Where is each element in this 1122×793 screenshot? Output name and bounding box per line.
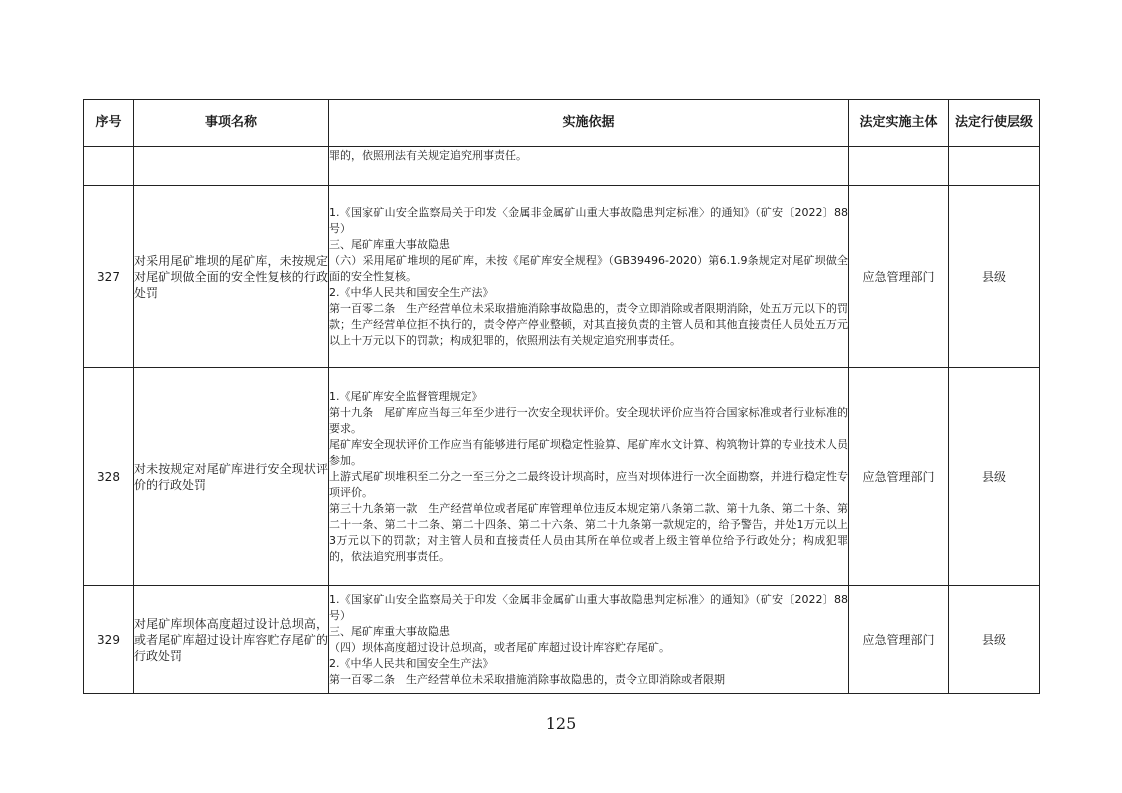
basis-line: 三、尾矿库重大事故隐患: [329, 237, 450, 251]
basis-line: 三、尾矿库重大事故隐患: [329, 624, 450, 638]
cell-level: 县级: [949, 186, 1040, 368]
basis-line: 第一百零二条 生产经营单位未采取措施消除事故隐患的，责令立即消除或者限期消除，处五万元以下的罚款；生产经营单位拒不执行的，责令停产停业整顿，对其直接负责的主管人员和其他直接责任人员处五万元以上十万元以下的罚款；构成犯罪的，依照刑法有关规定追究刑事责任。: [329, 301, 848, 347]
cell-num: 329: [84, 586, 134, 694]
header-num: 序号: [84, 100, 134, 147]
regulation-table: [83, 99, 1040, 694]
cell-body: 应急管理部门: [849, 586, 949, 694]
basis-line: 尾矿库安全现状评价工作应当有能够进行尾矿坝稳定性验算、尾矿库水文计算、构筑物计算的专业技术人员参加。: [329, 437, 848, 467]
basis-line: 1.《尾矿库安全监督管理规定》: [329, 389, 483, 403]
table-row: [84, 368, 1040, 586]
cell-num: [84, 147, 134, 186]
header-basis: 实施依据: [329, 100, 849, 147]
cell-num: 327: [84, 186, 134, 368]
basis-line: 1.《国家矿山安全监察局关于印发〈金属非金属矿山重大事故隐患判定标准〉的通知》（矿安〔2022〕88号）: [329, 205, 848, 235]
cell-basis: [329, 586, 849, 694]
cell-name: 对采用尾矿堆坝的尾矿库，未按规定对尾矿坝做全面的安全性复核的行政处罚: [134, 186, 329, 368]
cell-name: 对尾矿库坝体高度超过设计总坝高，或者尾矿库超过设计库容贮存尾矿的行政处罚: [134, 586, 329, 694]
cell-basis: [329, 368, 849, 586]
table-row: [84, 586, 1040, 694]
basis-line: 1.《国家矿山安全监察局关于印发〈金属非金属矿山重大事故隐患判定标准〉的通知》（矿安〔2022〕88号）: [329, 592, 848, 622]
basis-line: 第三十九条第一款 生产经营单位或者尾矿库管理单位违反本规定第八条第二款、第十九条、第二十条、第二十一条、第二十二条、第二十四条、第二十六条、第二十九条第一款规定的，给予警告，并处1万元以上3万元以下的罚款；对主管人员和直接责任人员由其所在单位或者上级主管单位给予行政处分；构成犯罪的，依法追究刑事责任。: [329, 501, 848, 563]
table-row: [84, 186, 1040, 368]
page-number: 125: [545, 714, 577, 733]
cell-basis: 罪的，依照刑法有关规定追究刑事责任。: [329, 147, 849, 186]
cell-basis: [329, 186, 849, 368]
cell-level: [949, 147, 1040, 186]
basis-line: 第一百零二条 生产经营单位未采取措施消除事故隐患的，责令立即消除或者限期: [329, 672, 725, 686]
cell-body: 应急管理部门: [849, 368, 949, 586]
table-header-row: [84, 100, 1040, 147]
cell-name: [134, 147, 329, 186]
basis-line: （四）坝体高度超过设计总坝高，或者尾矿库超过设计库容贮存尾矿。: [329, 640, 670, 654]
header-level: 法定行使层级: [949, 100, 1040, 147]
cell-body: 应急管理部门: [849, 186, 949, 368]
basis-line: 2.《中华人民共和国安全生产法》: [329, 285, 494, 299]
table-row-continuation: [84, 147, 1040, 186]
cell-name: 对未按规定对尾矿库进行安全现状评价的行政处罚: [134, 368, 329, 586]
cell-body: [849, 147, 949, 186]
basis-line: 2.《中华人民共和国安全生产法》: [329, 656, 494, 670]
cell-level: 县级: [949, 368, 1040, 586]
header-name: 事项名称: [134, 100, 329, 147]
basis-line: 第十九条 尾矿库应当每三年至少进行一次安全现状评价。安全现状评价应当符合国家标准或者行业标准的要求。: [329, 405, 848, 435]
cell-level: 县级: [949, 586, 1040, 694]
basis-line: 上游式尾矿坝堆积至二分之一至三分之二最终设计坝高时，应当对坝体进行一次全面勘察，并进行稳定性专项评价。: [329, 469, 848, 499]
basis-line: （六）采用尾矿堆坝的尾矿库，未按《尾矿库安全规程》（GB39496-2020）第6.1.9条规定对尾矿坝做全面的安全性复核。: [329, 253, 848, 283]
cell-num: 328: [84, 368, 134, 586]
header-body: 法定实施主体: [849, 100, 949, 147]
